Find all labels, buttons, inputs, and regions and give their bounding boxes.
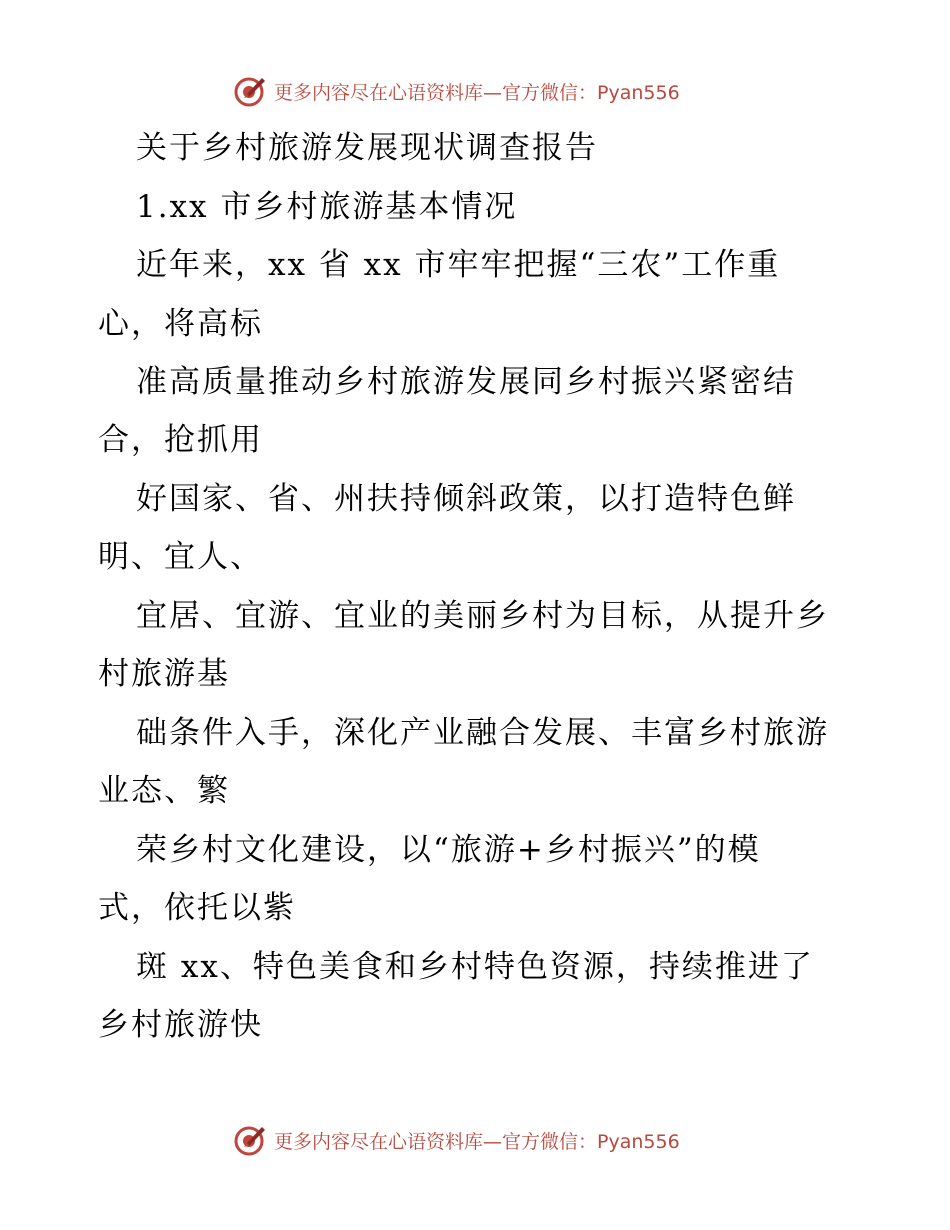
document-title: 关于乡村旅游发展现状调查报告 <box>136 130 598 166</box>
section-heading: 1.xx 市乡村旅游基本情况 <box>136 189 518 225</box>
brush-logo-icon <box>232 73 268 109</box>
paragraph-line: 础条件入手，深化产业融合发展、丰富乡村旅游 <box>136 715 829 751</box>
paragraph-line: 业态、繁 <box>98 773 230 809</box>
paragraph-line: 式，依托以紫 <box>98 890 296 926</box>
watermark-text: 更多内容尽在心语资料库—官方微信：Pyan556 <box>274 81 680 104</box>
paragraph-line: 好国家、省、州扶持倾斜政策，以打造特色鲜 <box>136 481 796 517</box>
paragraph-line: 斑 xx、特色美食和乡村特色资源，持续推进了 <box>136 949 814 985</box>
paragraph-line: 合，抢抓用 <box>98 422 263 458</box>
brush-logo-icon <box>232 1122 268 1158</box>
paragraph-line: 乡村旅游快 <box>98 1007 263 1043</box>
paragraph-line: 心，将高标 <box>98 306 263 342</box>
paragraph-line: 村旅游基 <box>98 656 230 692</box>
paragraph-line: 准高质量推动乡村旅游发展同乡村振兴紧密结 <box>136 364 796 400</box>
paragraph-line: 近年来，xx 省 xx 市牢牢把握“三农”工作重 <box>136 247 781 283</box>
paragraph-line: 荣乡村文化建设，以“旅游+乡村振兴”的模 <box>136 832 761 868</box>
paragraph-line: 明、宜人、 <box>98 539 263 575</box>
paragraph-line: 宜居、宜游、宜业的美丽乡村为目标，从提升乡 <box>136 598 829 634</box>
header-watermark <box>232 71 712 111</box>
footer-watermark <box>232 1120 712 1160</box>
watermark-text: 更多内容尽在心语资料库—官方微信：Pyan556 <box>274 1130 680 1153</box>
